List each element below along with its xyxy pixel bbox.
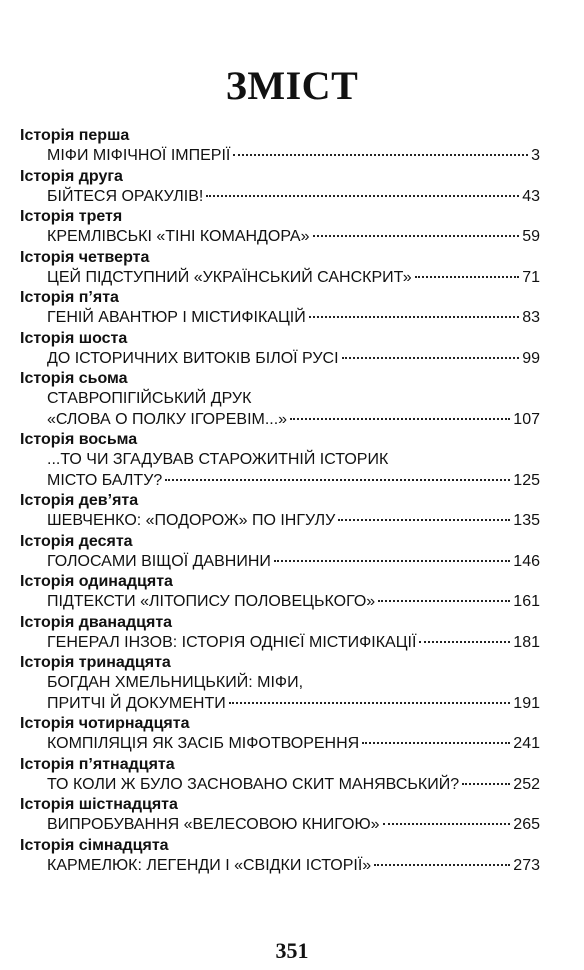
toc-entry [20, 836, 540, 877]
toc-entry-page: 99 [522, 349, 540, 367]
toc-entry-title: БІЙТЕСЯ ОРАКУЛІВ! [47, 187, 204, 205]
dot-leader [206, 191, 519, 197]
toc-entry-line [20, 511, 540, 532]
toc-entry-heading: Історія перша [20, 127, 130, 144]
toc-entry-page: 59 [522, 228, 540, 245]
toc-entry-page: 265 [513, 816, 540, 833]
toc-entry-heading: Історія п’ята [20, 289, 119, 306]
toc-entry-line [20, 349, 540, 370]
dot-leader [383, 819, 511, 825]
toc-entry-page: 191 [513, 694, 540, 712]
toc-entry-line [20, 673, 540, 694]
toc-entry [20, 795, 540, 836]
toc-entry-title: БОГДАН ХМЕЛЬНИЦЬКИЙ: МІФИ, [47, 674, 304, 691]
toc-entry-title: ...ТО ЧИ ЗГАДУВАВ СТАРОЖИТНІЙ ІСТОРИК [47, 451, 389, 468]
toc-entry-line [20, 592, 540, 613]
dot-leader [233, 150, 528, 156]
dot-leader [419, 637, 510, 643]
toc-entry-title: ГОЛОСАМИ ВІЩОЇ ДАВНИНИ [47, 552, 271, 570]
dot-leader [462, 779, 510, 785]
toc-entry-heading: Історія шістнадцята [20, 796, 178, 813]
toc-entry-line [20, 410, 540, 431]
toc-entry-line [20, 552, 540, 573]
toc-entry-heading: Історія одинадцята [20, 573, 173, 590]
toc-entry-title: ГЕНІЙ АВАНТЮР І МІСТИФІКАЦІЙ [47, 309, 306, 326]
toc-entry-page: 181 [513, 633, 540, 651]
toc-entry-heading: Історія восьма [20, 431, 138, 448]
dot-leader [290, 414, 510, 420]
toc-entry [20, 167, 540, 208]
toc-entry-title: ПРИТЧІ Й ДОКУМЕНТИ [47, 694, 226, 712]
toc-entry [20, 572, 540, 613]
toc-entry-heading: Історія четверта [20, 248, 150, 266]
toc-entry [20, 369, 540, 430]
dot-leader [342, 353, 520, 359]
toc-entry-page: 125 [513, 471, 540, 489]
toc-entry-page: 107 [513, 410, 540, 428]
toc-entry-line [20, 734, 540, 755]
dot-leader [338, 515, 510, 521]
toc-entry [20, 653, 540, 714]
toc-entry-heading: Історія дванадцята [20, 613, 173, 631]
toc-entry-title: СТАВРОПІГІЙСЬКИЙ ДРУК [47, 390, 252, 407]
toc-entry [20, 613, 540, 654]
toc-entry-heading: Історія друга [20, 167, 123, 185]
toc-entry-line [20, 471, 540, 492]
toc-entry-page: 146 [513, 552, 540, 570]
toc-entry-line [20, 450, 540, 471]
dot-leader [378, 596, 510, 602]
toc-entry-heading: Історія сьома [20, 370, 128, 387]
toc-entry-title: ЦЕЙ ПІДСТУПНИЙ «УКРАЇНСЬКИЙ САНСКРИТ» [47, 268, 412, 286]
toc-entry-heading: Історія тринадцята [20, 654, 171, 671]
toc-entry-title: КАРМЕЛЮК: ЛЕГЕНДИ І «СВІДКИ ІСТОРІЇ» [47, 856, 372, 874]
toc-entry-page: 43 [522, 187, 540, 205]
toc-entry [20, 329, 540, 370]
toc-entry-title: МІФИ МІФІЧНОЇ ІМПЕРІЇ [47, 147, 231, 164]
toc-entry [20, 755, 540, 796]
toc-entry-title: ПІДТЕКСТИ «ЛІТОПИСУ ПОЛОВЕЦЬКОГО» [47, 593, 376, 610]
toc-entry-page: 273 [513, 856, 540, 874]
toc-entry [20, 288, 540, 329]
toc-entry-line [20, 389, 540, 410]
toc-entry-heading: Історія шоста [20, 329, 128, 347]
dot-leader [274, 556, 510, 562]
toc-entry-line [20, 633, 540, 654]
toc-entry-line [20, 694, 540, 715]
toc-entry-page: 241 [513, 735, 540, 752]
toc-entry-heading: Історія третя [20, 208, 123, 225]
toc-entry-line [20, 856, 540, 877]
toc-entry-page: 71 [522, 268, 540, 286]
toc-entry-title: ШЕВЧЕНКО: «ПОДОРОЖ» ПО ІНГУЛУ [47, 512, 336, 529]
toc-entry-line [20, 227, 540, 248]
toc-entry [20, 207, 540, 248]
toc-entry-page: 83 [522, 309, 540, 326]
toc-entry-heading: Історія дев’ята [20, 492, 139, 509]
page-title: ЗМІСТ [225, 63, 359, 108]
toc-entry-title: ДО ІСТОРИЧНИХ ВИТОКІВ БІЛОЇ РУСІ [47, 349, 339, 367]
toc-entry-page: 252 [513, 775, 540, 793]
toc-entry-line [20, 187, 540, 208]
toc-entry-line [20, 308, 540, 329]
dot-leader [309, 312, 519, 318]
toc-entry-heading: Історія десята [20, 532, 133, 550]
toc-entry-title: КОМПІЛЯЦІЯ ЯК ЗАСІБ МІФОТВОРЕННЯ [47, 735, 360, 752]
toc-entry [20, 430, 540, 491]
table-of-contents [20, 126, 540, 876]
toc-entry-title: КРЕМЛІВСЬКІ «ТІНІ КОМАНДОРА» [47, 228, 310, 245]
toc-entry-line [20, 268, 540, 289]
dot-leader [165, 475, 510, 481]
dot-leader [362, 738, 510, 744]
toc-entry-page: 135 [513, 512, 540, 529]
dot-leader [313, 231, 520, 237]
toc-entry-page: 3 [531, 147, 540, 164]
toc-entry-title: МІСТО БАЛТУ? [47, 471, 163, 489]
toc-entry-heading: Історія чотирнадцята [20, 715, 190, 732]
dot-leader [229, 698, 511, 704]
toc-entry-title: ТО КОЛИ Ж БУЛО ЗАСНОВАНО СКИТ МАНЯВСЬКИЙ? [47, 775, 460, 793]
toc-entry [20, 126, 540, 167]
toc-entry [20, 714, 540, 755]
page-number: 351 [275, 938, 309, 963]
toc-entry [20, 532, 540, 573]
toc-entry-line [20, 146, 540, 167]
toc-entry-title: «СЛОВА О ПОЛКУ ІГОРЕВІМ...» [47, 410, 288, 428]
toc-entry-heading: Історія сімнадцята [20, 836, 169, 854]
dot-leader [374, 860, 510, 866]
toc-entry [20, 491, 540, 532]
toc-entry-title: ГЕНЕРАЛ ІНЗОВ: ІСТОРІЯ ОДНІЄЇ МІСТИФІКАЦІЇ [47, 633, 417, 651]
toc-entry-page: 161 [513, 593, 540, 610]
toc-entry-line [20, 775, 540, 796]
toc-entry-heading: Історія п’ятнадцята [20, 755, 175, 773]
toc-entry [20, 248, 540, 289]
dot-leader [415, 272, 520, 278]
toc-entry-title: ВИПРОБУВАННЯ «ВЕЛЕСОВОЮ КНИГОЮ» [47, 816, 380, 833]
toc-entry-line [20, 815, 540, 836]
